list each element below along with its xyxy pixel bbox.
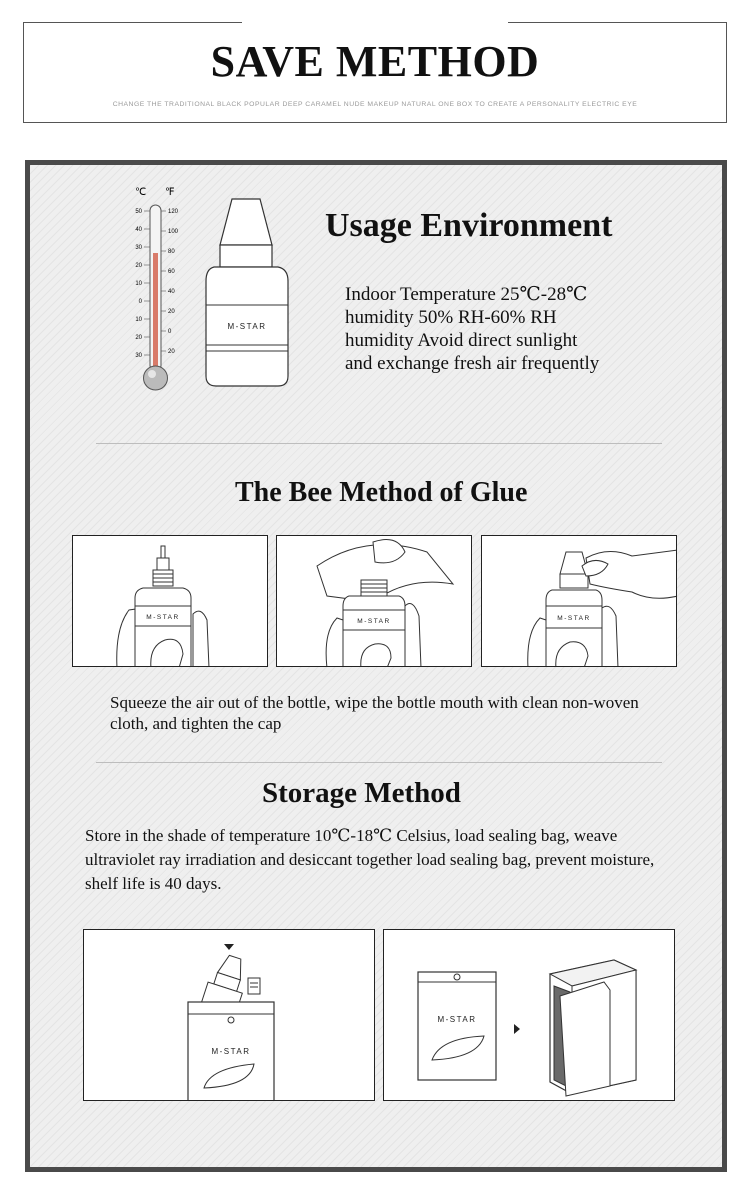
section-divider [96,443,662,444]
bee-description: Squeeze the air out of the bottle, wipe the bottle mouth with clean non-woven cloth, and tighten the cap [110,693,639,733]
usage-line: Indoor Temperature 25℃-28℃ [345,284,588,305]
bee-step-3-illustration [481,535,677,667]
page-title: SAVE METHOD [210,37,540,86]
celsius-unit: ℃ [135,187,147,198]
fahrenheit-tick-label: 20 [168,349,175,355]
bottle-brand-label: M-STAR [357,618,391,625]
hand-bottle-icon [73,536,268,667]
page-header [23,22,727,123]
hand-cap-icon [482,536,677,667]
celsius-tick-label: 20 [135,263,142,269]
celsius-tick-label: 20 [135,335,142,341]
bag-brand-label: M-STAR [437,1015,477,1024]
fahrenheit-tick-label: 100 [168,229,179,235]
bee-step-1-illustration [72,535,268,667]
celsius-tick-label: 10 [135,317,142,323]
celsius-tick-label: 30 [135,245,142,251]
storage-step-1-illustration [83,929,375,1101]
usage-line: and exchange fresh air frequently [345,353,600,374]
page-subtitle: CHANGE THE TRADITIONAL BLACK POPULAR DEEP CARAMEL NUDE MAKEUP NATURAL ONE BOX TO CREATE A PERSONALITY ELECTRIC EYE [112,101,638,108]
storage-description: Store in the shade of temperature 10℃-18℃ Celsius, load sealing bag, weave ultraviolet ray irradiation and desiccant together load sealing bag, prevent moisture, shelf life is 40 days. [85,826,655,893]
fahrenheit-tick-label: 40 [168,289,175,295]
bag-brand-label: M-STAR [211,1047,251,1056]
bottle-brand-label: M-STAR [227,322,267,331]
content-panel [25,160,727,1172]
celsius-tick-label: 40 [135,227,142,233]
glue-bottle-icon [202,193,292,393]
storage-title: Storage Method [262,777,461,809]
sealing-bag-icon [84,930,375,1101]
bottle-brand-label: M-STAR [146,614,180,621]
celsius-tick-label: 50 [135,209,142,215]
storage-step-2-illustration [383,929,675,1101]
section-divider [96,762,662,763]
bottle-brand-label: M-STAR [557,615,591,622]
usage-text [345,283,599,375]
cabinet-storage-icon [384,930,675,1101]
header-border-gap [242,21,508,25]
bee-step-2-illustration [276,535,472,667]
celsius-tick-label: 0 [138,299,142,305]
fahrenheit-tick-label: 80 [168,249,175,255]
usage-title: Usage Environment [325,207,613,244]
usage-line: humidity Avoid direct sunlight [345,330,578,351]
hand-cloth-icon [277,536,472,667]
usage-line: humidity 50% RH-60% RH [345,307,557,328]
thermometer-icon [125,183,185,393]
celsius-tick-label: 30 [135,353,142,359]
fahrenheit-tick-label: 0 [168,329,172,335]
celsius-tick-label: 10 [135,281,142,287]
fahrenheit-tick-label: 20 [168,309,175,315]
bee-title: The Bee Method of Glue [235,477,528,508]
fahrenheit-tick-label: 60 [168,269,175,275]
fahrenheit-unit: ℉ [165,187,175,198]
fahrenheit-tick-label: 120 [168,209,179,215]
